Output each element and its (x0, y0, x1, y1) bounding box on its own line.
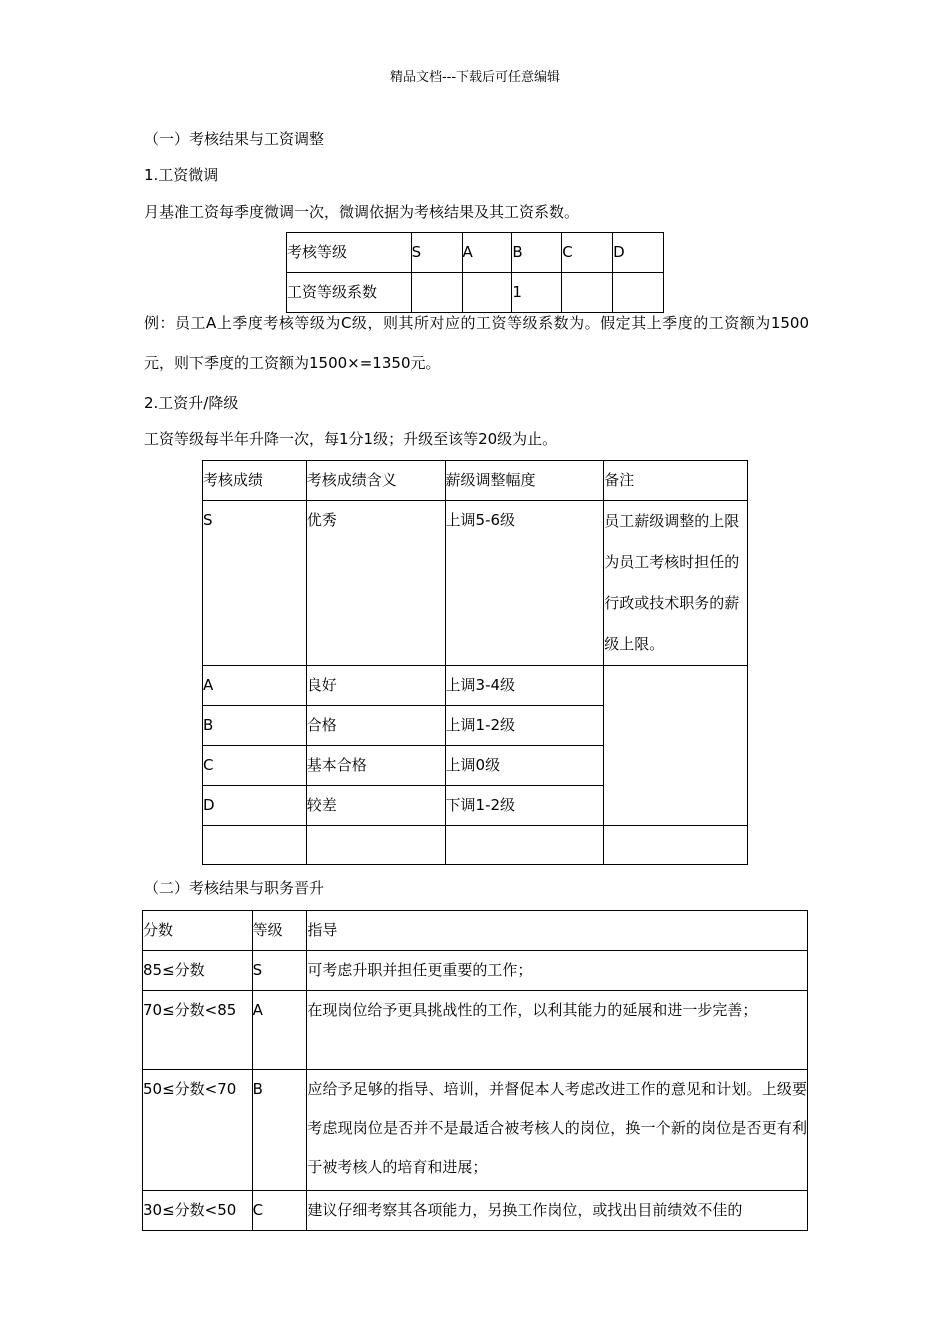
table-row (143, 951, 808, 991)
table-cell: S (252, 951, 307, 991)
table-cell: A (252, 991, 307, 1070)
table-cell: B (252, 1070, 307, 1191)
page-header: 精品文档---下载后可任意编辑 (389, 70, 561, 85)
column-header: 考核成绩 (203, 461, 307, 501)
column-header: 指导 (307, 911, 808, 951)
table-row-empty (203, 826, 748, 865)
table-cell-empty (604, 826, 748, 865)
promotion-table (142, 910, 808, 1231)
table-cell: 可考虑升职并担任更重要的工作； (307, 951, 808, 991)
table-cell: 在现岗位给予更具挑战性的工作，以利其能力的延展和进一步完善； (307, 991, 808, 1070)
table-cell-empty (203, 826, 307, 865)
table-cell: 应给予足够的指导、培训，并督促本人考虑改进工作的意见和计划。上级要考虑现岗位是否并不是最适合被考核人的岗位，换一个新的岗位是否更有利于被考核人的培育和进展； (307, 1070, 808, 1191)
table-header-row (203, 461, 748, 501)
column-header: 考核成绩含义 (306, 461, 445, 501)
table-row (143, 991, 808, 1070)
table-cell: 85≤分数 (143, 951, 253, 991)
example-text: 例：员工A上季度考核等级为C级，则其所对应的工资等级系数为。假定其上季度的工资额为1500元，则下季度的工资额为1500×=1350元。 (144, 314, 809, 372)
table-row (143, 1191, 808, 1231)
table-row (203, 501, 748, 666)
sub2-text: 工资等级每半年升降一次，每1分1级；升级至该等20级为止。 (144, 430, 558, 448)
table-cell: A (203, 666, 307, 706)
table-cell: 考核等级 (287, 233, 412, 273)
table-cell: 1 (512, 273, 562, 313)
column-header: 等级 (252, 911, 307, 951)
table-cell: C (562, 233, 613, 273)
table-cell-empty (604, 666, 748, 826)
table-cell: 建议仔细考察其各项能力，另换工作岗位，或找出目前绩效不佳的 (307, 1191, 808, 1231)
table-cell: C (252, 1191, 307, 1231)
column-header: 分数 (143, 911, 253, 951)
table-cell: 上调3-4级 (445, 666, 604, 706)
table-cell: 上调0级 (445, 746, 604, 786)
sub1-text: 月基准工资每季度微调一次，微调依据为考核结果及其工资系数。 (144, 203, 580, 221)
table-cell: 上调5-6级 (445, 501, 604, 666)
coefficient-table (286, 232, 664, 313)
table-cell: B (203, 706, 307, 746)
table-cell: 30≤分数<50 (143, 1191, 253, 1231)
table-cell: 优秀 (306, 501, 445, 666)
section1-title: （一）考核结果与工资调整 (144, 130, 325, 148)
table-cell: D (203, 786, 307, 826)
note-cell: 员工薪级调整的上限为员工考核时担任的行政或技术职务的薪级上限。 (604, 501, 748, 666)
table-row (203, 666, 748, 706)
table-cell: 合格 (306, 706, 445, 746)
table-row (143, 1070, 808, 1191)
table-cell: S (411, 233, 462, 273)
table-header-row (143, 911, 808, 951)
table-cell: 较差 (306, 786, 445, 826)
table-cell-empty (306, 826, 445, 865)
table-cell: 50≤分数<70 (143, 1070, 253, 1191)
table-cell: S (203, 501, 307, 666)
table-cell: 上调1-2级 (445, 706, 604, 746)
table-cell: D (613, 233, 664, 273)
table-cell: 良好 (306, 666, 445, 706)
sub1-title: 1.工资微调 (144, 166, 219, 184)
column-header: 备注 (604, 461, 748, 501)
table-cell: A (462, 233, 512, 273)
column-header: 薪级调整幅度 (445, 461, 604, 501)
section2-title: （二）考核结果与职务晋升 (144, 879, 325, 897)
table-cell: C (203, 746, 307, 786)
table-cell-empty (445, 826, 604, 865)
table-cell: B (512, 233, 562, 273)
table-row (287, 233, 664, 273)
table-cell: 下调1-2级 (445, 786, 604, 826)
table-cell: 70≤分数<85 (143, 991, 253, 1070)
table-cell: 工资等级系数 (287, 273, 412, 313)
table-cell: 基本合格 (306, 746, 445, 786)
salary-grade-table (202, 460, 748, 865)
sub2-title: 2.工资升/降级 (144, 394, 239, 412)
